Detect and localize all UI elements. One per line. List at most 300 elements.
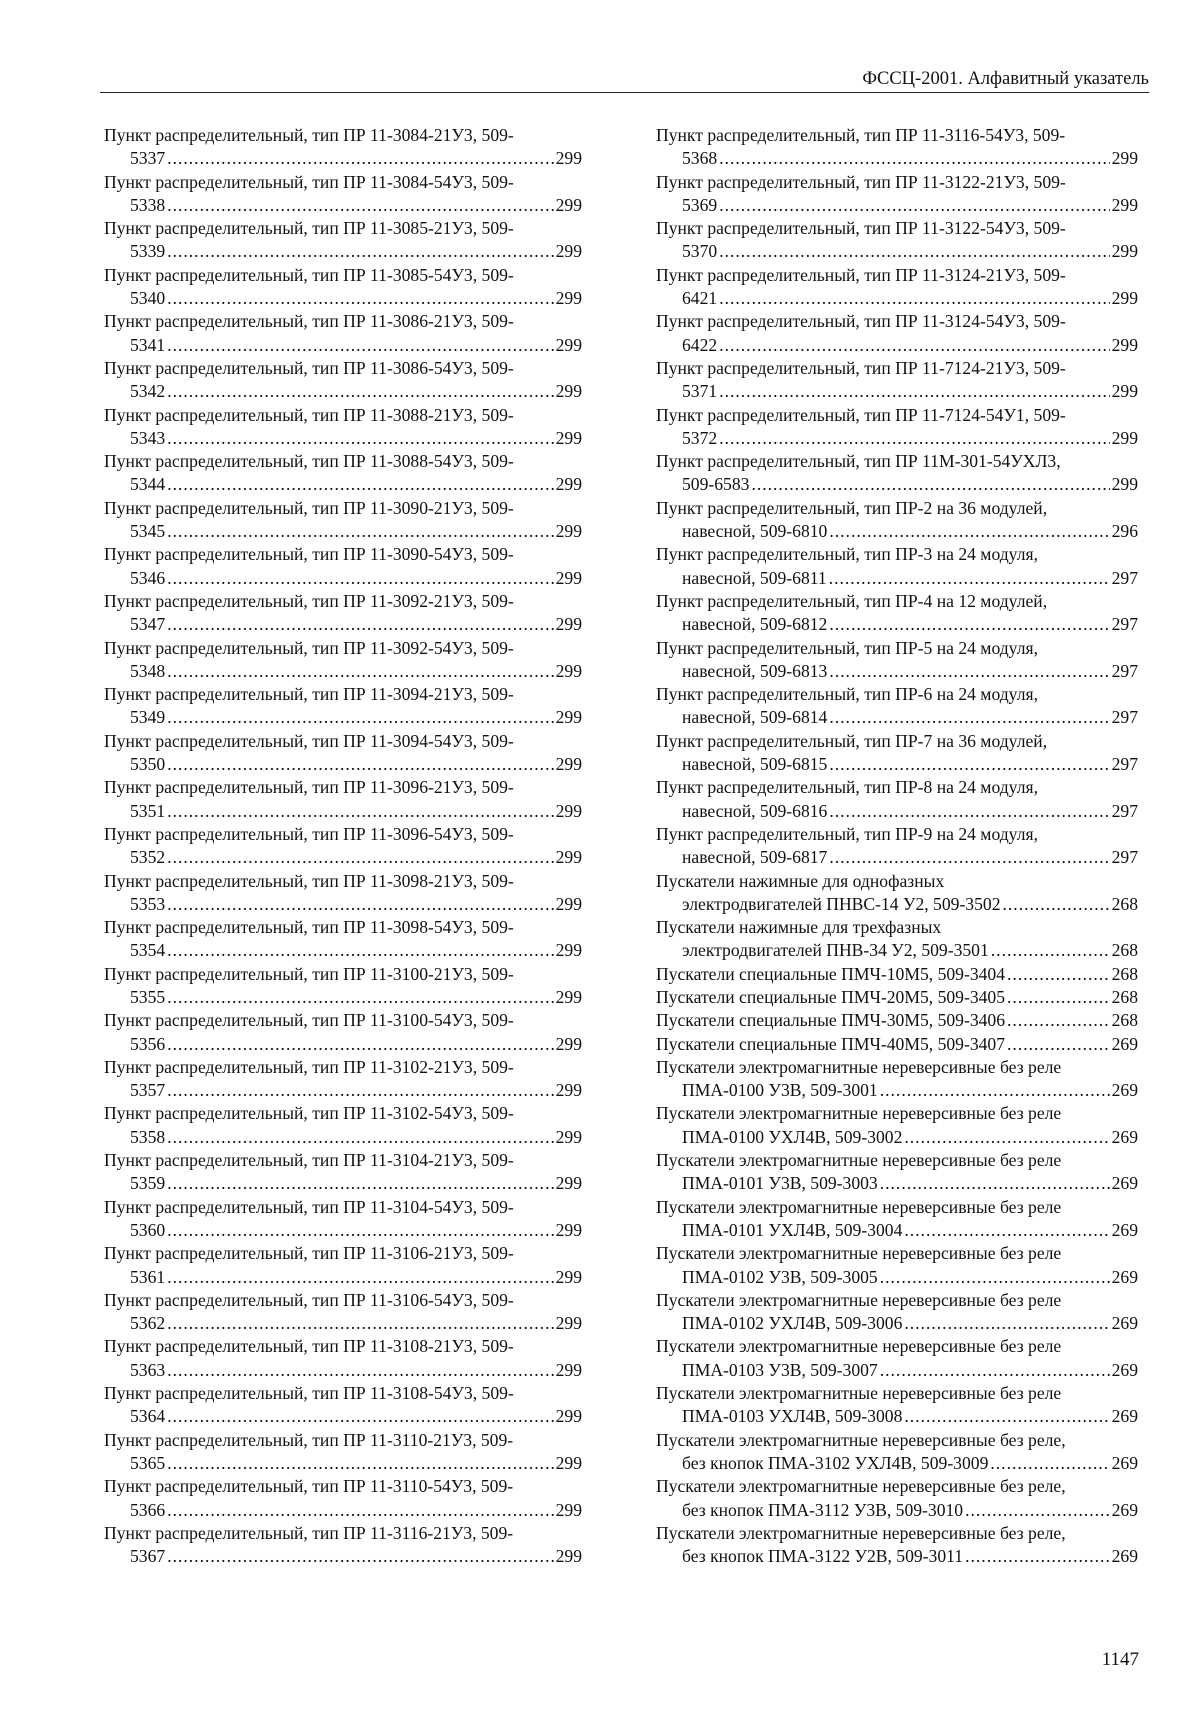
entry-title: Пункт распределительный, тип ПР 11-3116-54У3, 509- — [656, 125, 1066, 145]
dot-leader — [990, 1452, 1109, 1475]
entry-title: Пункт распределительный, тип ПР 11-3090-21У3, 509- — [104, 497, 514, 518]
entry-page-ref: 299 — [555, 893, 582, 914]
entry-code: 5364 — [130, 1406, 166, 1427]
entry-page-ref: 299 — [555, 1546, 582, 1567]
entry-code: 5368 — [682, 148, 718, 169]
entry-code: 5346 — [130, 567, 166, 588]
entry-title: Пункт распределительный, тип ПР 11-3090-54У3, 509- — [104, 544, 514, 565]
dot-leader — [167, 1033, 553, 1056]
entry-continuation — [656, 520, 1138, 543]
entry-code: 5338 — [130, 194, 166, 215]
entry-continuation — [104, 1172, 582, 1195]
index-entry — [104, 264, 582, 311]
index-entry — [656, 171, 1138, 218]
entry-title: Пункт распределительный, тип ПР-6 на 24 модуля, — [656, 684, 1038, 705]
entry-continuation — [656, 194, 1138, 217]
entry-page-ref: 299 — [555, 1126, 582, 1147]
entry-continuation — [104, 427, 582, 450]
entry-continuation — [656, 753, 1138, 776]
dot-leader — [167, 706, 553, 729]
dot-leader — [167, 1405, 553, 1428]
entry-continuation — [656, 473, 1138, 496]
dot-leader — [829, 753, 1109, 776]
entry-continuation — [656, 706, 1138, 729]
entry-page-ref: 299 — [1111, 474, 1138, 495]
entry-continuation — [104, 1033, 582, 1056]
dot-leader — [167, 1219, 553, 1242]
entry-page-ref: 299 — [555, 986, 582, 1007]
entry-title: Пункт распределительный, тип ПР 11-3096-21У3, 509- — [104, 777, 514, 798]
entry-title: Пункт распределительный, тип ПР 11-3104-54У3, 509- — [104, 1196, 514, 1217]
entry-code: 6422 — [682, 334, 718, 355]
entry-code: Пускатели специальные ПМЧ-10М5, 509-3404 — [656, 963, 1006, 984]
entry-continuation — [104, 1359, 582, 1382]
dot-leader — [167, 1079, 553, 1102]
entry-continuation — [656, 986, 1138, 1009]
entry-continuation — [656, 1359, 1138, 1382]
entry-page-ref: 299 — [555, 754, 582, 775]
entry-continuation — [656, 846, 1138, 869]
index-entry — [656, 1429, 1138, 1476]
entry-title: Пункт распределительный, тип ПР 11-3098-21У3, 509- — [104, 870, 514, 891]
index-entry — [656, 916, 1138, 963]
dot-leader — [167, 800, 553, 823]
entry-code: 5361 — [130, 1266, 166, 1287]
entry-code: 5351 — [130, 800, 166, 821]
index-column-right — [656, 124, 1138, 1568]
entry-continuation — [656, 334, 1138, 357]
entry-continuation — [104, 753, 582, 776]
entry-code: 5339 — [130, 241, 166, 262]
dot-leader — [167, 520, 553, 543]
entry-title: Пункт распределительный, тип ПР-5 на 24 модуля, — [656, 637, 1038, 658]
dot-leader — [167, 893, 553, 916]
dot-leader — [965, 1545, 1110, 1568]
entry-code: 5343 — [130, 427, 166, 448]
entry-page-ref: 299 — [555, 241, 582, 262]
index-entry — [104, 1056, 582, 1103]
entry-title: Пункт распределительный, тип ПР 11-3084-54У3, 509- — [104, 171, 514, 192]
entry-title: Пункт распределительный, тип ПР 11-3100-54У3, 509- — [104, 1010, 514, 1031]
entry-page-ref: 299 — [1111, 148, 1138, 169]
dot-leader — [167, 1126, 553, 1149]
entry-code: 5365 — [130, 1452, 166, 1473]
entry-code: 5353 — [130, 893, 166, 914]
dot-leader — [167, 473, 553, 496]
index-entry — [104, 1102, 582, 1149]
index-entry — [656, 1289, 1138, 1336]
entry-page-ref: 269 — [1111, 1499, 1138, 1520]
entry-title: Пускатели электромагнитные нереверсивные без реле, — [656, 1429, 1066, 1450]
entry-page-ref: 299 — [555, 1080, 582, 1101]
entry-page-ref: 299 — [555, 148, 582, 169]
index-entry — [104, 870, 582, 917]
entry-code: навесной, 509-6816 — [682, 800, 828, 821]
entry-continuation — [656, 380, 1138, 403]
entry-continuation — [656, 1312, 1138, 1335]
index-entry — [656, 986, 1138, 1009]
page-number: 1147 — [1101, 1649, 1139, 1670]
index-entry — [104, 1149, 582, 1196]
entry-code: 5341 — [130, 334, 166, 355]
entry-page-ref: 297 — [1111, 800, 1138, 821]
dot-leader — [167, 1452, 553, 1475]
dot-leader — [829, 800, 1109, 823]
dot-leader — [167, 753, 553, 776]
entry-title: Пункт распределительный, тип ПР 11-3124-54У3, 509- — [656, 311, 1066, 332]
entry-title: Пункт распределительный, тип ПР 11-3116-21У3, 509- — [104, 1522, 514, 1543]
index-entry — [656, 683, 1138, 730]
entry-continuation — [656, 1545, 1138, 1568]
entry-code: без кнопок ПМА-3122 У2В, 509-3011 — [682, 1546, 964, 1567]
entry-code: 5358 — [130, 1126, 166, 1147]
entry-title: Пункт распределительный, тип ПР 11-7124-54У1, 509- — [656, 404, 1066, 425]
entry-code: 5348 — [130, 660, 166, 681]
entry-code: электродвигателей ПНВ-34 У2, 509-3501 — [682, 940, 989, 961]
entry-page-ref: 299 — [555, 1406, 582, 1427]
index-entry — [656, 450, 1138, 497]
dot-leader — [167, 147, 553, 170]
entry-page-ref: 269 — [1111, 1452, 1138, 1473]
entry-page-ref: 299 — [555, 660, 582, 681]
index-entry — [104, 1522, 582, 1569]
entry-title: Пункт распределительный, тип ПР 11-3084-21У3, 509- — [104, 125, 514, 145]
entry-continuation — [104, 520, 582, 543]
entry-title: Пускатели электромагнитные нереверсивные без реле — [656, 1196, 1062, 1217]
dot-leader — [719, 147, 1109, 170]
entry-code: ПМА-0100 УХЛ4В, 509-3002 — [682, 1126, 903, 1147]
entry-code: 5350 — [130, 754, 166, 775]
dot-leader — [719, 427, 1109, 450]
entry-code: навесной, 509-6815 — [682, 754, 828, 775]
entry-code: 5360 — [130, 1219, 166, 1240]
entry-continuation — [656, 567, 1138, 590]
entry-page-ref: 299 — [555, 940, 582, 961]
dot-leader — [167, 380, 553, 403]
entry-title: Пункт распределительный, тип ПР 11-3102-54У3, 509- — [104, 1103, 514, 1124]
dot-leader — [880, 1172, 1110, 1195]
entry-page-ref: 299 — [1111, 288, 1138, 309]
entry-continuation — [104, 986, 582, 1009]
index-entry — [656, 543, 1138, 590]
entry-continuation — [104, 473, 582, 496]
entry-continuation — [104, 1079, 582, 1102]
entry-continuation — [104, 380, 582, 403]
entry-code: 6421 — [682, 288, 718, 309]
entry-title: Пункт распределительный, тип ПР 11-3124-21У3, 509- — [656, 264, 1066, 285]
dot-leader — [829, 846, 1109, 869]
entry-code: 5349 — [130, 707, 166, 728]
dot-leader — [719, 287, 1109, 310]
entry-continuation — [104, 939, 582, 962]
entry-continuation — [656, 1499, 1138, 1522]
index-entry — [104, 1335, 582, 1382]
entry-page-ref: 299 — [1111, 241, 1138, 262]
entry-page-ref: 297 — [1111, 660, 1138, 681]
entry-continuation — [656, 613, 1138, 636]
entry-continuation — [656, 800, 1138, 823]
running-header — [100, 66, 1149, 93]
entry-page-ref: 299 — [1111, 381, 1138, 402]
index-entry — [656, 730, 1138, 777]
entry-page-ref: 268 — [1111, 963, 1138, 984]
dot-leader — [1007, 1009, 1110, 1032]
entry-title: Пункт распределительный, тип ПР 11М-301-54УХЛ3, — [656, 451, 1061, 472]
entry-code: ПМА-0103 УХЛ4В, 509-3008 — [682, 1406, 903, 1427]
entry-continuation — [104, 1545, 582, 1568]
entry-continuation — [104, 660, 582, 683]
index-entry — [104, 1242, 582, 1289]
entry-page-ref: 268 — [1111, 986, 1138, 1007]
index-entry — [656, 404, 1138, 451]
entry-page-ref: 269 — [1111, 1359, 1138, 1380]
entry-code: без кнопок ПМА-3112 У3В, 509-3010 — [682, 1499, 964, 1520]
entry-code: 5367 — [130, 1546, 166, 1567]
entry-title: Пускатели электромагнитные нереверсивные без реле — [656, 1150, 1062, 1171]
entry-continuation — [104, 240, 582, 263]
header-title: ФССЦ-2001. Алфавитный указатель — [862, 69, 1149, 89]
entry-title: Пункт распределительный, тип ПР 11-3086-54У3, 509- — [104, 357, 514, 378]
entry-continuation — [656, 1009, 1138, 1032]
entry-continuation — [104, 1126, 582, 1149]
entry-page-ref: 299 — [555, 1173, 582, 1194]
dot-leader — [167, 939, 553, 962]
dot-leader — [167, 427, 553, 450]
dot-leader — [751, 473, 1109, 496]
entry-title: Пункт распределительный, тип ПР 11-3108-21У3, 509- — [104, 1336, 514, 1357]
entry-page-ref: 268 — [1111, 940, 1138, 961]
entry-title: Пускатели электромагнитные нереверсивные без реле — [656, 1056, 1062, 1077]
entry-title: Пускатели электромагнитные нереверсивные без реле — [656, 1383, 1062, 1404]
entry-page-ref: 299 — [555, 614, 582, 635]
index-entry — [104, 124, 582, 171]
entry-page-ref: 297 — [1111, 847, 1138, 868]
entry-code: 5356 — [130, 1033, 166, 1054]
index-entry — [656, 963, 1138, 986]
entry-title: Пункт распределительный, тип ПР 11-3106-21У3, 509- — [104, 1243, 514, 1264]
index-entry — [656, 823, 1138, 870]
entry-title: Пункт распределительный, тип ПР 11-3122-21У3, 509- — [656, 171, 1066, 192]
entry-page-ref: 299 — [555, 381, 582, 402]
index-entry — [104, 1009, 582, 1056]
entry-code: навесной, 509-6812 — [682, 614, 828, 635]
entry-page-ref: 296 — [1111, 521, 1138, 542]
entry-continuation — [656, 1126, 1138, 1149]
index-column-left — [104, 124, 582, 1568]
entry-page-ref: 299 — [555, 800, 582, 821]
entry-continuation — [104, 1266, 582, 1289]
entry-title: Пункт распределительный, тип ПР 11-3085-21У3, 509- — [104, 218, 514, 239]
entry-continuation — [656, 1033, 1138, 1056]
entry-title: Пункт распределительный, тип ПР 11-3110-21У3, 509- — [104, 1429, 514, 1450]
entry-continuation — [656, 660, 1138, 683]
index-entry — [656, 310, 1138, 357]
index-entry — [656, 590, 1138, 637]
entry-continuation — [104, 567, 582, 590]
entry-continuation — [656, 1405, 1138, 1428]
index-entry — [656, 357, 1138, 404]
dot-leader — [167, 334, 553, 357]
entry-page-ref: 299 — [555, 1499, 582, 1520]
entry-continuation — [656, 1079, 1138, 1102]
entry-code: навесной, 509-6811 — [682, 567, 827, 588]
entry-page-ref: 299 — [555, 427, 582, 448]
entry-page-ref: 269 — [1111, 1126, 1138, 1147]
entry-title: Пункт распределительный, тип ПР 11-3122-54У3, 509- — [656, 218, 1066, 239]
dot-leader — [829, 567, 1110, 590]
entry-continuation — [104, 194, 582, 217]
entry-code: 5337 — [130, 148, 166, 169]
entry-code: ПМА-0102 У3В, 509-3005 — [682, 1266, 878, 1287]
index-entry — [104, 683, 582, 730]
entry-title: Пускатели электромагнитные нереверсивные без реле — [656, 1103, 1062, 1124]
dot-leader — [167, 986, 553, 1009]
entry-title: Пункт распределительный, тип ПР 11-3104-21У3, 509- — [104, 1150, 514, 1171]
index-entry — [656, 1475, 1138, 1522]
entry-code: 5342 — [130, 381, 166, 402]
entry-continuation — [656, 427, 1138, 450]
dot-leader — [829, 660, 1109, 683]
index-entry — [656, 1335, 1138, 1382]
entry-page-ref: 299 — [555, 521, 582, 542]
dot-leader — [167, 613, 553, 636]
entry-code: ПМА-0100 У3В, 509-3001 — [682, 1080, 878, 1101]
dot-leader — [167, 1172, 553, 1195]
entry-code: 5369 — [682, 194, 718, 215]
entry-continuation — [104, 800, 582, 823]
dot-leader — [167, 240, 553, 263]
entry-continuation — [104, 846, 582, 869]
index-entry — [104, 310, 582, 357]
entry-page-ref: 299 — [555, 1452, 582, 1473]
index-entry — [104, 730, 582, 777]
index-entry — [104, 543, 582, 590]
index-entry — [104, 1196, 582, 1243]
dot-leader — [880, 1266, 1110, 1289]
entry-continuation — [104, 613, 582, 636]
index-entry — [656, 217, 1138, 264]
entry-page-ref: 269 — [1111, 1219, 1138, 1240]
index-entry — [656, 497, 1138, 544]
dot-leader — [167, 1266, 553, 1289]
entry-continuation — [656, 939, 1138, 962]
index-entry — [104, 217, 582, 264]
entry-page-ref: 299 — [555, 1033, 582, 1054]
dot-leader — [904, 1405, 1109, 1428]
entry-title: Пункт распределительный, тип ПР 11-3108-54У3, 509- — [104, 1383, 514, 1404]
entry-code: 5372 — [682, 427, 718, 448]
index-entry — [656, 1149, 1138, 1196]
entry-code: Пускатели специальные ПМЧ-30М5, 509-3406 — [656, 1010, 1006, 1031]
entry-page-ref: 269 — [1111, 1080, 1138, 1101]
index-entry — [104, 1429, 582, 1476]
entry-continuation — [104, 1452, 582, 1475]
entry-page-ref: 297 — [1111, 567, 1138, 588]
index-entry — [656, 776, 1138, 823]
entry-continuation — [104, 147, 582, 170]
entry-continuation — [104, 893, 582, 916]
entry-continuation — [656, 1266, 1138, 1289]
entry-code: навесной, 509-6814 — [682, 707, 828, 728]
index-entry — [656, 870, 1138, 917]
dot-leader — [167, 567, 553, 590]
index-entry — [656, 1056, 1138, 1103]
index-entry — [656, 1196, 1138, 1243]
entry-continuation — [104, 706, 582, 729]
entry-title: Пункт распределительный, тип ПР 11-3088-21У3, 509- — [104, 404, 514, 425]
entry-title: Пункт распределительный, тип ПР 11-3092-54У3, 509- — [104, 637, 514, 658]
entry-code: 5357 — [130, 1080, 166, 1101]
entry-title: Пункт распределительный, тип ПР 11-3096-54У3, 509- — [104, 823, 514, 844]
entry-continuation — [104, 287, 582, 310]
entry-continuation — [656, 240, 1138, 263]
entry-continuation — [104, 1405, 582, 1428]
dot-leader — [719, 334, 1109, 357]
entry-continuation — [104, 1499, 582, 1522]
index-entry — [104, 497, 582, 544]
entry-title: Пускатели нажимные для трехфазных — [656, 917, 942, 938]
entry-page-ref: 299 — [555, 194, 582, 215]
index-entry — [104, 963, 582, 1010]
entry-continuation — [656, 147, 1138, 170]
entry-page-ref: 299 — [555, 1266, 582, 1287]
entry-code: 509-6583 — [682, 474, 750, 495]
dot-leader — [829, 613, 1109, 636]
entry-continuation — [656, 893, 1138, 916]
entry-page-ref: 299 — [1111, 194, 1138, 215]
index-entry — [104, 357, 582, 404]
entry-code: 5363 — [130, 1359, 166, 1380]
dot-leader — [719, 380, 1109, 403]
entry-title: Пункт распределительный, тип ПР-7 на 36 модулей, — [656, 730, 1048, 751]
entry-title: Пункт распределительный, тип ПР 11-3094-54У3, 509- — [104, 730, 514, 751]
entry-title: Пункт распределительный, тип ПР-3 на 24 модуля, — [656, 544, 1038, 565]
entry-continuation — [104, 1219, 582, 1242]
entry-title: Пускатели электромагнитные нереверсивные без реле, — [656, 1522, 1066, 1543]
dot-leader — [829, 520, 1109, 543]
entry-title: Пускатели электромагнитные нереверсивные без реле — [656, 1336, 1062, 1357]
entry-title: Пускатели электромагнитные нереверсивные без реле — [656, 1289, 1062, 1310]
index-entry — [656, 1522, 1138, 1569]
entry-code: электродвигателей ПНВС-14 У2, 509-3502 — [682, 893, 1001, 914]
entry-title: Пункт распределительный, тип ПР-2 на 36 модулей, — [656, 497, 1048, 518]
entry-code: 5366 — [130, 1499, 166, 1520]
entry-title: Пускатели нажимные для однофазных — [656, 870, 945, 891]
dot-leader — [880, 1079, 1110, 1102]
index-entry — [104, 1289, 582, 1336]
entry-title: Пункт распределительный, тип ПР 11-3098-54У3, 509- — [104, 917, 514, 938]
index-entry — [656, 1382, 1138, 1429]
index-entry — [656, 1242, 1138, 1289]
entry-page-ref: 299 — [1111, 334, 1138, 355]
entry-page-ref: 299 — [555, 567, 582, 588]
entry-code: навесной, 509-6810 — [682, 521, 828, 542]
entry-page-ref: 268 — [1111, 893, 1138, 914]
entry-page-ref: 269 — [1111, 1173, 1138, 1194]
dot-leader — [965, 1499, 1110, 1522]
entry-page-ref: 299 — [555, 288, 582, 309]
entry-code: навесной, 509-6817 — [682, 847, 828, 868]
entry-title: Пункт распределительный, тип ПР 11-3110-54У3, 509- — [104, 1476, 514, 1497]
index-entry — [656, 1102, 1138, 1149]
entry-title: Пускатели электромагнитные нереверсивные без реле, — [656, 1476, 1066, 1497]
entry-title: Пункт распределительный, тип ПР 11-3102-21У3, 509- — [104, 1056, 514, 1077]
dot-leader — [904, 1219, 1109, 1242]
index-entry — [104, 404, 582, 451]
dot-leader — [167, 1312, 553, 1335]
entry-continuation — [104, 334, 582, 357]
index-entry — [104, 450, 582, 497]
